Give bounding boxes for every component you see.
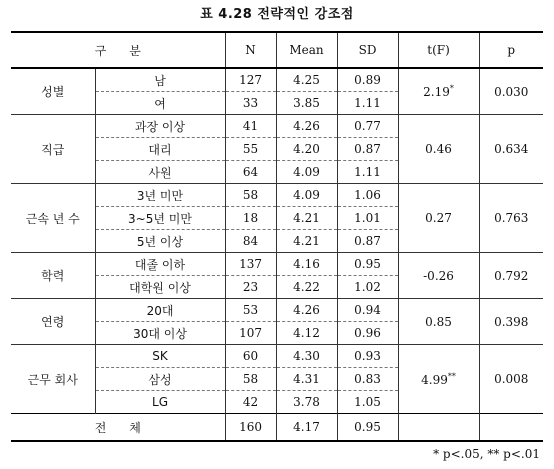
row-mean: 4.26: [276, 115, 337, 138]
total-label: 전 체: [11, 414, 225, 442]
row-mean: 4.21: [276, 230, 337, 253]
header-group: 구 분: [11, 32, 225, 68]
table-row: [11, 299, 543, 322]
row-n: 127: [225, 68, 276, 92]
row-sd: 0.93: [337, 345, 398, 368]
row-sd: 0.83: [337, 368, 398, 391]
row-n: 41: [225, 115, 276, 138]
row-label: 남: [95, 68, 225, 92]
group-p: 0.763: [479, 184, 543, 253]
row-mean: 4.21: [276, 207, 337, 230]
row-label: 대리: [95, 138, 225, 161]
row-n: 84: [225, 230, 276, 253]
row-mean: 4.31: [276, 368, 337, 391]
row-mean: 3.78: [276, 391, 337, 414]
group-tf: 0.27: [398, 184, 479, 253]
table-row: [11, 68, 543, 92]
group-name: 근무 회사: [11, 345, 95, 414]
row-sd: 1.06: [337, 184, 398, 207]
group-tf: 2.19*: [398, 68, 479, 115]
group-tf: 0.85: [398, 299, 479, 345]
group-name: 직급: [11, 115, 95, 184]
header-tf: t(F): [398, 32, 479, 68]
row-mean: 4.20: [276, 138, 337, 161]
row-label: 대졸 이하: [95, 253, 225, 276]
table-title: 표 4.28 전략적인 강조점: [200, 7, 354, 22]
row-n: 23: [225, 276, 276, 299]
row-label: LG: [95, 391, 225, 414]
row-mean: 4.25: [276, 68, 337, 92]
row-mean: 4.12: [276, 322, 337, 345]
row-label: 30대 이상: [95, 322, 225, 345]
total-sd: 0.95: [337, 414, 398, 442]
table-row: [11, 253, 543, 276]
row-sd: 1.11: [337, 161, 398, 184]
row-n: 137: [225, 253, 276, 276]
group-p: 0.792: [479, 253, 543, 299]
total-mean: 4.17: [276, 414, 337, 442]
total-p: [479, 414, 543, 442]
row-sd: 0.95: [337, 253, 398, 276]
row-sd: 0.94: [337, 299, 398, 322]
row-label: 3~5년 미만: [95, 207, 225, 230]
row-mean: 4.22: [276, 276, 337, 299]
table-row: [11, 345, 543, 368]
row-n: 58: [225, 184, 276, 207]
row-label: 5년 이상: [95, 230, 225, 253]
row-n: 60: [225, 345, 276, 368]
row-sd: 1.11: [337, 92, 398, 115]
table-row: [11, 184, 543, 207]
group-name: 근속 년 수: [11, 184, 95, 253]
row-mean: 3.85: [276, 92, 337, 115]
row-label: 과장 이상: [95, 115, 225, 138]
header-n: N: [225, 32, 276, 68]
table-body: [11, 68, 543, 414]
group-p: 0.634: [479, 115, 543, 184]
total-n: 160: [225, 414, 276, 442]
header-p: p: [479, 32, 543, 68]
row-sd: 0.77: [337, 115, 398, 138]
row-sd: 0.87: [337, 138, 398, 161]
group-name: 연령: [11, 299, 95, 345]
row-sd: 0.87: [337, 230, 398, 253]
row-n: 64: [225, 161, 276, 184]
footnote: * p<.05, ** p<.01: [433, 447, 540, 461]
row-sd: 1.02: [337, 276, 398, 299]
row-label: SK: [95, 345, 225, 368]
header-row: [11, 32, 543, 68]
row-mean: 4.09: [276, 184, 337, 207]
row-n: 18: [225, 207, 276, 230]
row-n: 33: [225, 92, 276, 115]
row-sd: 1.05: [337, 391, 398, 414]
row-label: 대학원 이상: [95, 276, 225, 299]
statistics-table: [11, 31, 543, 442]
row-label: 여: [95, 92, 225, 115]
row-mean: 4.26: [276, 299, 337, 322]
header-sd: SD: [337, 32, 398, 68]
group-tf: 4.99**: [398, 345, 479, 414]
group-name: 학력: [11, 253, 95, 299]
table-row: [11, 115, 543, 138]
row-sd: 0.96: [337, 322, 398, 345]
header-mean: Mean: [276, 32, 337, 68]
group-p: 0.008: [479, 345, 543, 414]
row-label: 3년 미만: [95, 184, 225, 207]
row-label: 삼성: [95, 368, 225, 391]
group-tf: -0.26: [398, 253, 479, 299]
row-n: 55: [225, 138, 276, 161]
group-tf: 0.46: [398, 115, 479, 184]
total-row: [11, 414, 543, 442]
row-label: 사원: [95, 161, 225, 184]
row-n: 58: [225, 368, 276, 391]
row-n: 42: [225, 391, 276, 414]
row-n: 53: [225, 299, 276, 322]
row-mean: 4.16: [276, 253, 337, 276]
group-p: 0.398: [479, 299, 543, 345]
group-name: 성별: [11, 68, 95, 115]
row-sd: 0.89: [337, 68, 398, 92]
row-label: 20대: [95, 299, 225, 322]
total-tf: [398, 414, 479, 442]
row-mean: 4.30: [276, 345, 337, 368]
row-n: 107: [225, 322, 276, 345]
group-p: 0.030: [479, 68, 543, 115]
row-mean: 4.09: [276, 161, 337, 184]
row-sd: 1.01: [337, 207, 398, 230]
